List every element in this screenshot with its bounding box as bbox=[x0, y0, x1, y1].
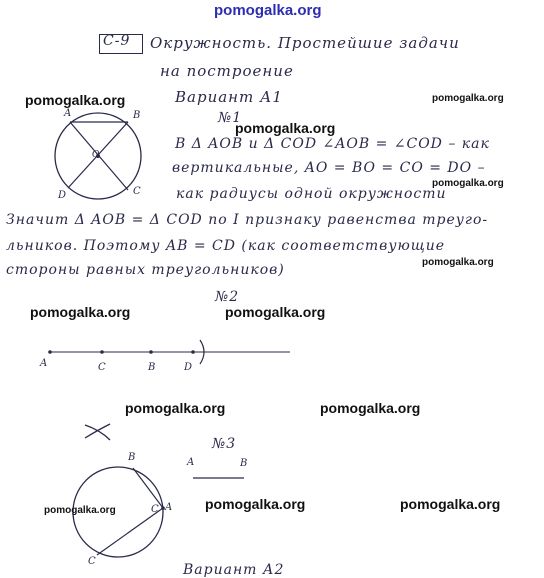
header-title: Окружность. Простейшие задачи bbox=[150, 34, 460, 52]
point-label: C bbox=[88, 556, 97, 567]
watermark: pomogalka.org bbox=[30, 304, 131, 320]
variant-2-label: Вариант А2 bbox=[183, 562, 285, 578]
watermark: pomogalka.org bbox=[432, 93, 504, 104]
solution-line: В Δ AOB и Δ COD ∠AOB = ∠COD – как bbox=[175, 136, 490, 152]
point-label: A bbox=[40, 358, 49, 369]
point-label: A bbox=[64, 108, 73, 119]
watermark: pomogalka.org bbox=[320, 400, 421, 416]
point-label: B bbox=[240, 458, 249, 469]
header-subtitle: на построение bbox=[160, 62, 294, 80]
task-3-label: №3 bbox=[212, 436, 237, 452]
task-2-label: №2 bbox=[215, 289, 240, 305]
watermark: pomogalka.org bbox=[235, 120, 336, 136]
watermark: pomogalka.org bbox=[25, 92, 126, 108]
watermark: pomogalka.org bbox=[225, 304, 326, 320]
solution-line: Значит Δ AOB = Δ COD по I признаку равенства треуго- bbox=[6, 212, 489, 228]
watermark: pomogalka.org bbox=[422, 257, 494, 268]
variant-1-label: Вариант А1 bbox=[175, 88, 283, 106]
solution-line: вертикальные, AO = BO = CO = DO – bbox=[172, 160, 486, 176]
watermark: pomogalka.org bbox=[125, 400, 226, 416]
point-label: C bbox=[98, 362, 107, 373]
point-label: A bbox=[187, 457, 196, 468]
watermark: pomogalka.org bbox=[432, 178, 504, 189]
solution-line: как радиусы одной окружности bbox=[176, 186, 447, 202]
header-code: С-9 bbox=[103, 33, 131, 49]
point-label: B bbox=[133, 110, 142, 121]
point-label: D bbox=[184, 362, 194, 373]
point-label: C bbox=[133, 186, 142, 197]
point-label: B bbox=[128, 452, 137, 463]
task-1-label: №1 bbox=[218, 110, 243, 126]
point-label: O bbox=[92, 150, 101, 160]
point-label: B bbox=[148, 362, 157, 373]
watermark: pomogalka.org bbox=[44, 505, 116, 516]
solution-line: стороны равных треугольников) bbox=[6, 262, 285, 278]
point-label: A bbox=[165, 502, 174, 513]
watermark: pomogalka.org bbox=[205, 496, 306, 512]
point-label: C bbox=[151, 504, 160, 515]
point-label: D bbox=[58, 190, 68, 201]
top-watermark: pomogalka.org bbox=[214, 2, 322, 19]
solution-line: льников. Поэтому AB = CD (как соответствующие bbox=[6, 238, 446, 254]
watermark: pomogalka.org bbox=[400, 496, 501, 512]
